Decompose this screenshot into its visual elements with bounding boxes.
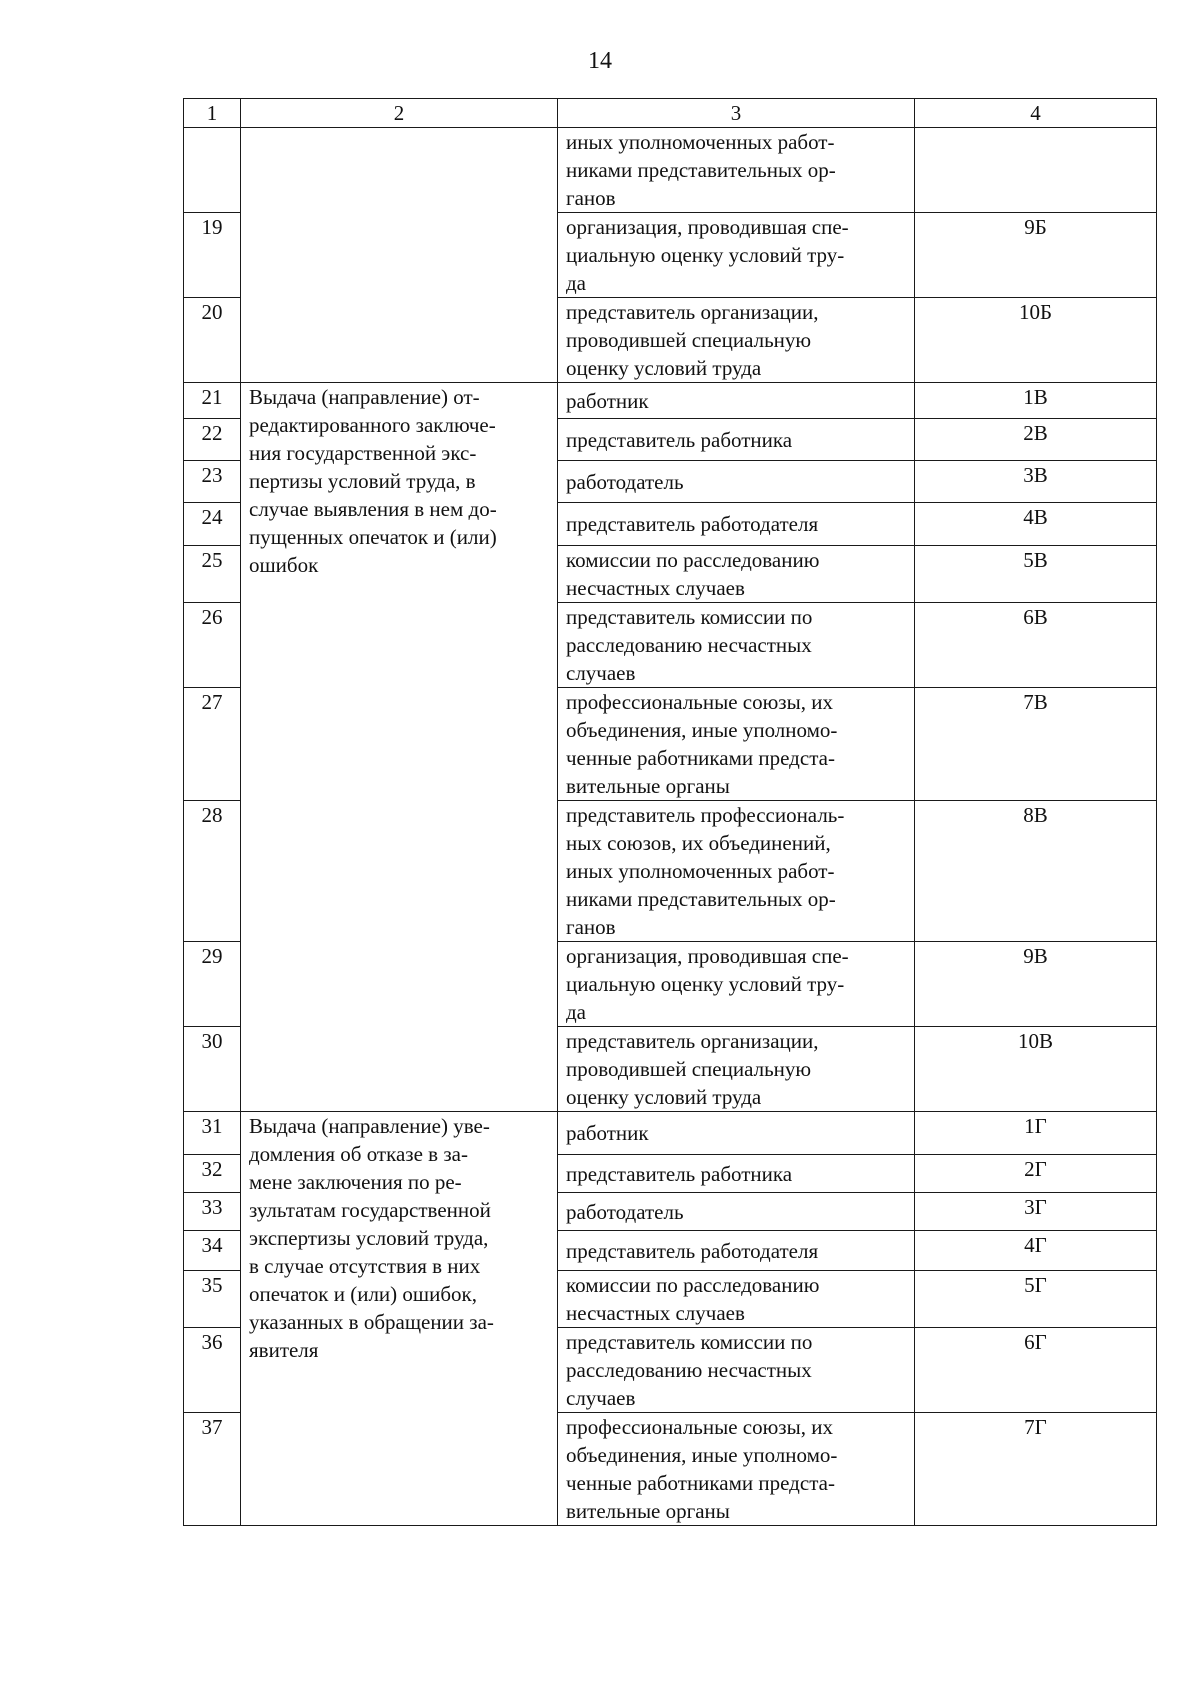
row-number: 29: [184, 942, 241, 1027]
code-cell: 4В: [915, 503, 1157, 546]
code-cell: 9Б: [915, 213, 1157, 298]
table-row: [184, 1112, 1157, 1155]
row-number: [184, 128, 241, 213]
code-cell: 4Г: [915, 1231, 1157, 1271]
group-description: Выдача (направление) уве- домления об отказе в за- мене заключения по ре- зультатам государственной экспертизы условий труда, в случае отсутствия в них опечаток и (или) ошибок, указанных в обращении за- явителя: [241, 1112, 558, 1526]
header-cell: 4: [915, 99, 1157, 128]
code-cell: 9В: [915, 942, 1157, 1027]
header-cell: 1: [184, 99, 241, 128]
code-cell: 7Г: [915, 1413, 1157, 1526]
recipient-cell: профессиональные союзы, их объединения, иные уполномо- ченные работниками предста- вительные органы: [558, 688, 915, 801]
code-cell: 10Б: [915, 298, 1157, 383]
code-cell: 6Г: [915, 1328, 1157, 1413]
recipient-cell: представитель комиссии по расследованию несчастных случаев: [558, 1328, 915, 1413]
recipient-cell: иных уполномоченных работ- никами представительных ор- ганов: [558, 128, 915, 213]
code-cell: 3Г: [915, 1193, 1157, 1231]
row-number: 28: [184, 801, 241, 942]
recipient-cell: организация, проводившая спе- циальную оценку условий тру- да: [558, 942, 915, 1027]
code-cell: 3В: [915, 461, 1157, 503]
recipient-cell: комиссии по расследованию несчастных случаев: [558, 546, 915, 603]
recipient-cell: представитель организации, проводившей специальную оценку условий труда: [558, 1027, 915, 1112]
table-row: [184, 128, 1157, 213]
row-number: 34: [184, 1231, 241, 1271]
group-description-continued: [241, 128, 558, 383]
recipient-cell: организация, проводившая спе- циальную оценку условий тру- да: [558, 213, 915, 298]
group-description: Выдача (направление) от- редактированного заключе- ния государственной экс- пертизы условий труда, в случае выявления в нем до- пущенных опечаток и (или) ошибок: [241, 383, 558, 1112]
recipient-cell: представитель комиссии по расследованию несчастных случаев: [558, 603, 915, 688]
row-number: 33: [184, 1193, 241, 1231]
row-number: 30: [184, 1027, 241, 1112]
recipient-cell: работник: [558, 1112, 915, 1155]
header-cell: 3: [558, 99, 915, 128]
code-cell: 2В: [915, 419, 1157, 461]
row-number: 36: [184, 1328, 241, 1413]
code-cell: 1Г: [915, 1112, 1157, 1155]
row-number: 25: [184, 546, 241, 603]
row-number: 22: [184, 419, 241, 461]
code-cell: 7В: [915, 688, 1157, 801]
code-cell: [915, 128, 1157, 213]
document-table: [183, 98, 1157, 1526]
recipient-cell: работодатель: [558, 1193, 915, 1231]
code-cell: 10В: [915, 1027, 1157, 1112]
recipient-cell: представитель работодателя: [558, 503, 915, 546]
row-number: 31: [184, 1112, 241, 1155]
row-number: 21: [184, 383, 241, 419]
recipient-cell: профессиональные союзы, их объединения, иные уполномо- ченные работниками предста- вительные органы: [558, 1413, 915, 1526]
recipient-cell: представитель работника: [558, 419, 915, 461]
row-number: 32: [184, 1155, 241, 1193]
row-number: 23: [184, 461, 241, 503]
row-number: 24: [184, 503, 241, 546]
recipient-cell: представитель организации, проводившей специальную оценку условий труда: [558, 298, 915, 383]
page-number: 14: [588, 48, 612, 74]
recipient-cell: представитель профессиональ- ных союзов, их объединений, иных уполномоченных работ- никами представительных ор- ганов: [558, 801, 915, 942]
code-cell: 1В: [915, 383, 1157, 419]
code-cell: 6В: [915, 603, 1157, 688]
recipient-cell: комиссии по расследованию несчастных случаев: [558, 1271, 915, 1328]
recipient-cell: работодатель: [558, 461, 915, 503]
code-cell: 5Г: [915, 1271, 1157, 1328]
code-cell: 2Г: [915, 1155, 1157, 1193]
row-number: 27: [184, 688, 241, 801]
row-number: 19: [184, 213, 241, 298]
row-number: 20: [184, 298, 241, 383]
recipient-cell: работник: [558, 383, 915, 419]
row-number: 37: [184, 1413, 241, 1526]
table-row: [184, 383, 1157, 419]
header-cell: 2: [241, 99, 558, 128]
row-number: 26: [184, 603, 241, 688]
row-number: 35: [184, 1271, 241, 1328]
recipient-cell: представитель работника: [558, 1155, 915, 1193]
table-header-row: [184, 99, 1157, 128]
recipient-cell: представитель работодателя: [558, 1231, 915, 1271]
code-cell: 8В: [915, 801, 1157, 942]
code-cell: 5В: [915, 546, 1157, 603]
